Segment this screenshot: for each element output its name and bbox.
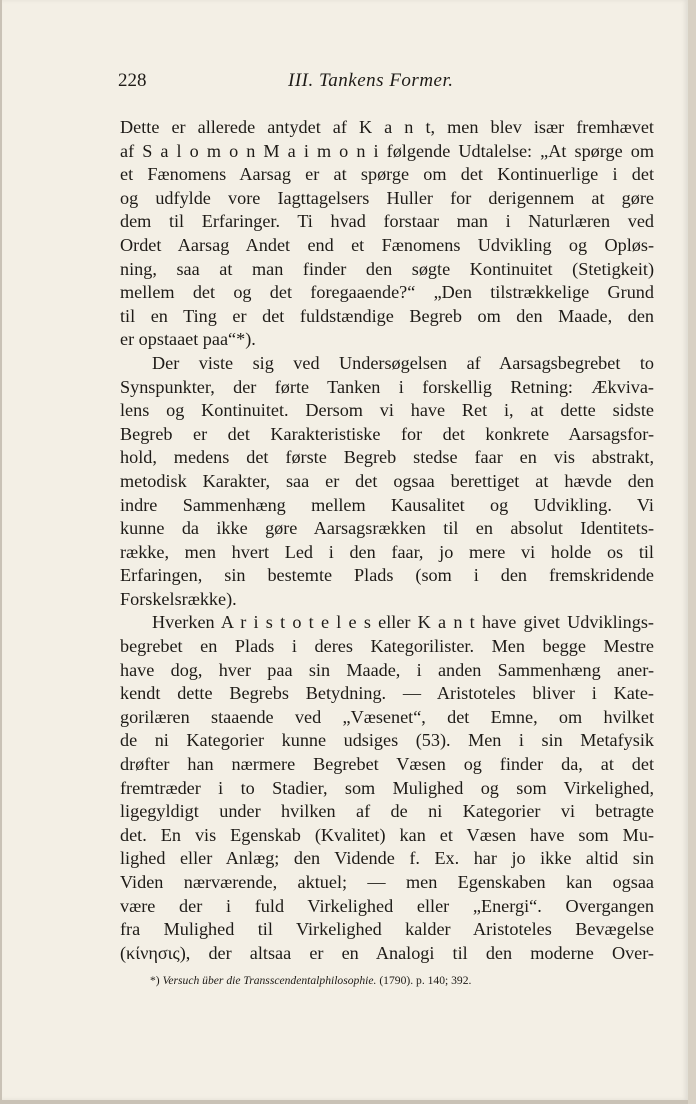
footnote-marker: *) xyxy=(150,974,160,987)
text-line: hold, medens det første Begreb stedse faar en vis abstrakt, xyxy=(120,447,654,468)
text-line: fremtræder i to Stadier, som Mulighed og som Virkelighed, xyxy=(120,777,654,798)
text-line: Ordet Aarsag Andet end et Fænomens Udvikling og Opløs- xyxy=(120,234,654,255)
text-line: være der i fuld Virkelighed eller „Energi“. Overgangen xyxy=(120,895,654,916)
text-line: metodisk Karakter, saa er det ogsaa berettiget at hævde den xyxy=(120,470,654,491)
page-edge xyxy=(688,0,696,1104)
text-line: drøfter han nærmere Begrebet Væsen og finder da, at det xyxy=(120,754,654,775)
text-line: indre Sammenhæng mellem Kausalitet og Udvikling. Vi xyxy=(120,494,654,515)
text-line: Hverken A r i s t o t e l e s eller K a n t have givet Udviklings- xyxy=(152,612,654,633)
text-line: Forskelsrække). xyxy=(120,588,237,609)
text-line: Begreb er det Karakteristiske for det konkrete Aarsagsfor- xyxy=(120,423,654,444)
text-line: ligegyldigt under hvilken af de ni Kategorier vi betragte xyxy=(120,801,654,822)
text-line: mellem det og det foregaaende?“ „Den tilstrækkelige Grund xyxy=(120,282,654,303)
footnote-reference: (1790). p. 140; 392. xyxy=(379,974,472,987)
text-line: de ni Kategorier kunne udsiges (53). Men i sin Metafysik xyxy=(120,730,654,751)
book-page xyxy=(2,0,688,1100)
text-line: og udfylde vore Iagttagelsers Huller for derigennem at gøre xyxy=(120,187,654,208)
text-line: ning, saa at man finder den søgte Kontinuitet (Stetigkeit) xyxy=(120,258,654,279)
text-line: er opstaaet paa“*). xyxy=(120,329,256,350)
text-line: række, men hvert Led i den faar, jo mere vi holde os til xyxy=(120,541,654,562)
footnote xyxy=(150,974,650,987)
text-line: have dog, hver paa sin Maade, i anden Sammenhæng aner- xyxy=(120,659,654,680)
text-line: et Fænomens Aarsag er at spørge om det Kontinuerlige i det xyxy=(120,164,654,185)
text-line: kendt dette Begrebs Betydning. — Aristoteles bliver i Kate- xyxy=(120,683,654,704)
text-line: Synspunkter, der førte Tanken i forskellig Retning: Ækviva- xyxy=(120,376,654,397)
text-line: gorilæren staaende ved „Væsenet“, det Emne, om hvilket xyxy=(120,706,654,727)
text-line: af S a l o m o n M a i m o n i følgende Udtalelse: „At spørge om xyxy=(120,140,654,161)
text-line: lens og Kontinuitet. Dersom vi have Ret i, at dette sidste xyxy=(120,400,654,421)
text-line: begrebet en Plads i deres Kategorilister. Men begge Mestre xyxy=(120,636,654,657)
text-line: fra Mulighed til Virkelighed kalder Aristoteles Bevægelse xyxy=(120,919,654,940)
text-line: (κίνησις), der altsaa er en Analogi til den moderne Over- xyxy=(120,942,654,963)
footnote-title: Versuch über die Transscendentalphilosophie. xyxy=(162,974,377,987)
text-line: dem til Erfaringer. Ti hvad forstaar man i Naturlæren ved xyxy=(120,211,654,232)
text-line: lighed eller Anlæg; den Vidende f. Ex. har jo ikke altid sin xyxy=(120,848,654,869)
text-line: til en Ting er det fuldstændige Begreb om den Maade, den xyxy=(120,305,654,326)
text-line: kunne da ikke gøre Aarsagsrækken til en absolut Identitets- xyxy=(120,518,654,539)
text-line: Dette er allerede antydet af K a n t, men blev især fremhævet xyxy=(120,117,654,137)
page-header xyxy=(118,70,658,100)
body-text xyxy=(120,116,654,965)
text-line: Erfaringen, sin bestemte Plads (som i den fremskridende xyxy=(120,565,654,586)
text-line: Viden nærværende, aktuel; — men Egenskaben kan ogsaa xyxy=(120,872,654,892)
text-line: det. En vis Egenskab (Kvalitet) kan et Væsen have som Mu- xyxy=(120,824,654,845)
text-line: Der viste sig ved Undersøgelsen af Aarsagsbegrebet to xyxy=(152,352,654,373)
running-title: III. Tankens Former. xyxy=(288,70,454,91)
page-number: 228 xyxy=(118,70,147,91)
